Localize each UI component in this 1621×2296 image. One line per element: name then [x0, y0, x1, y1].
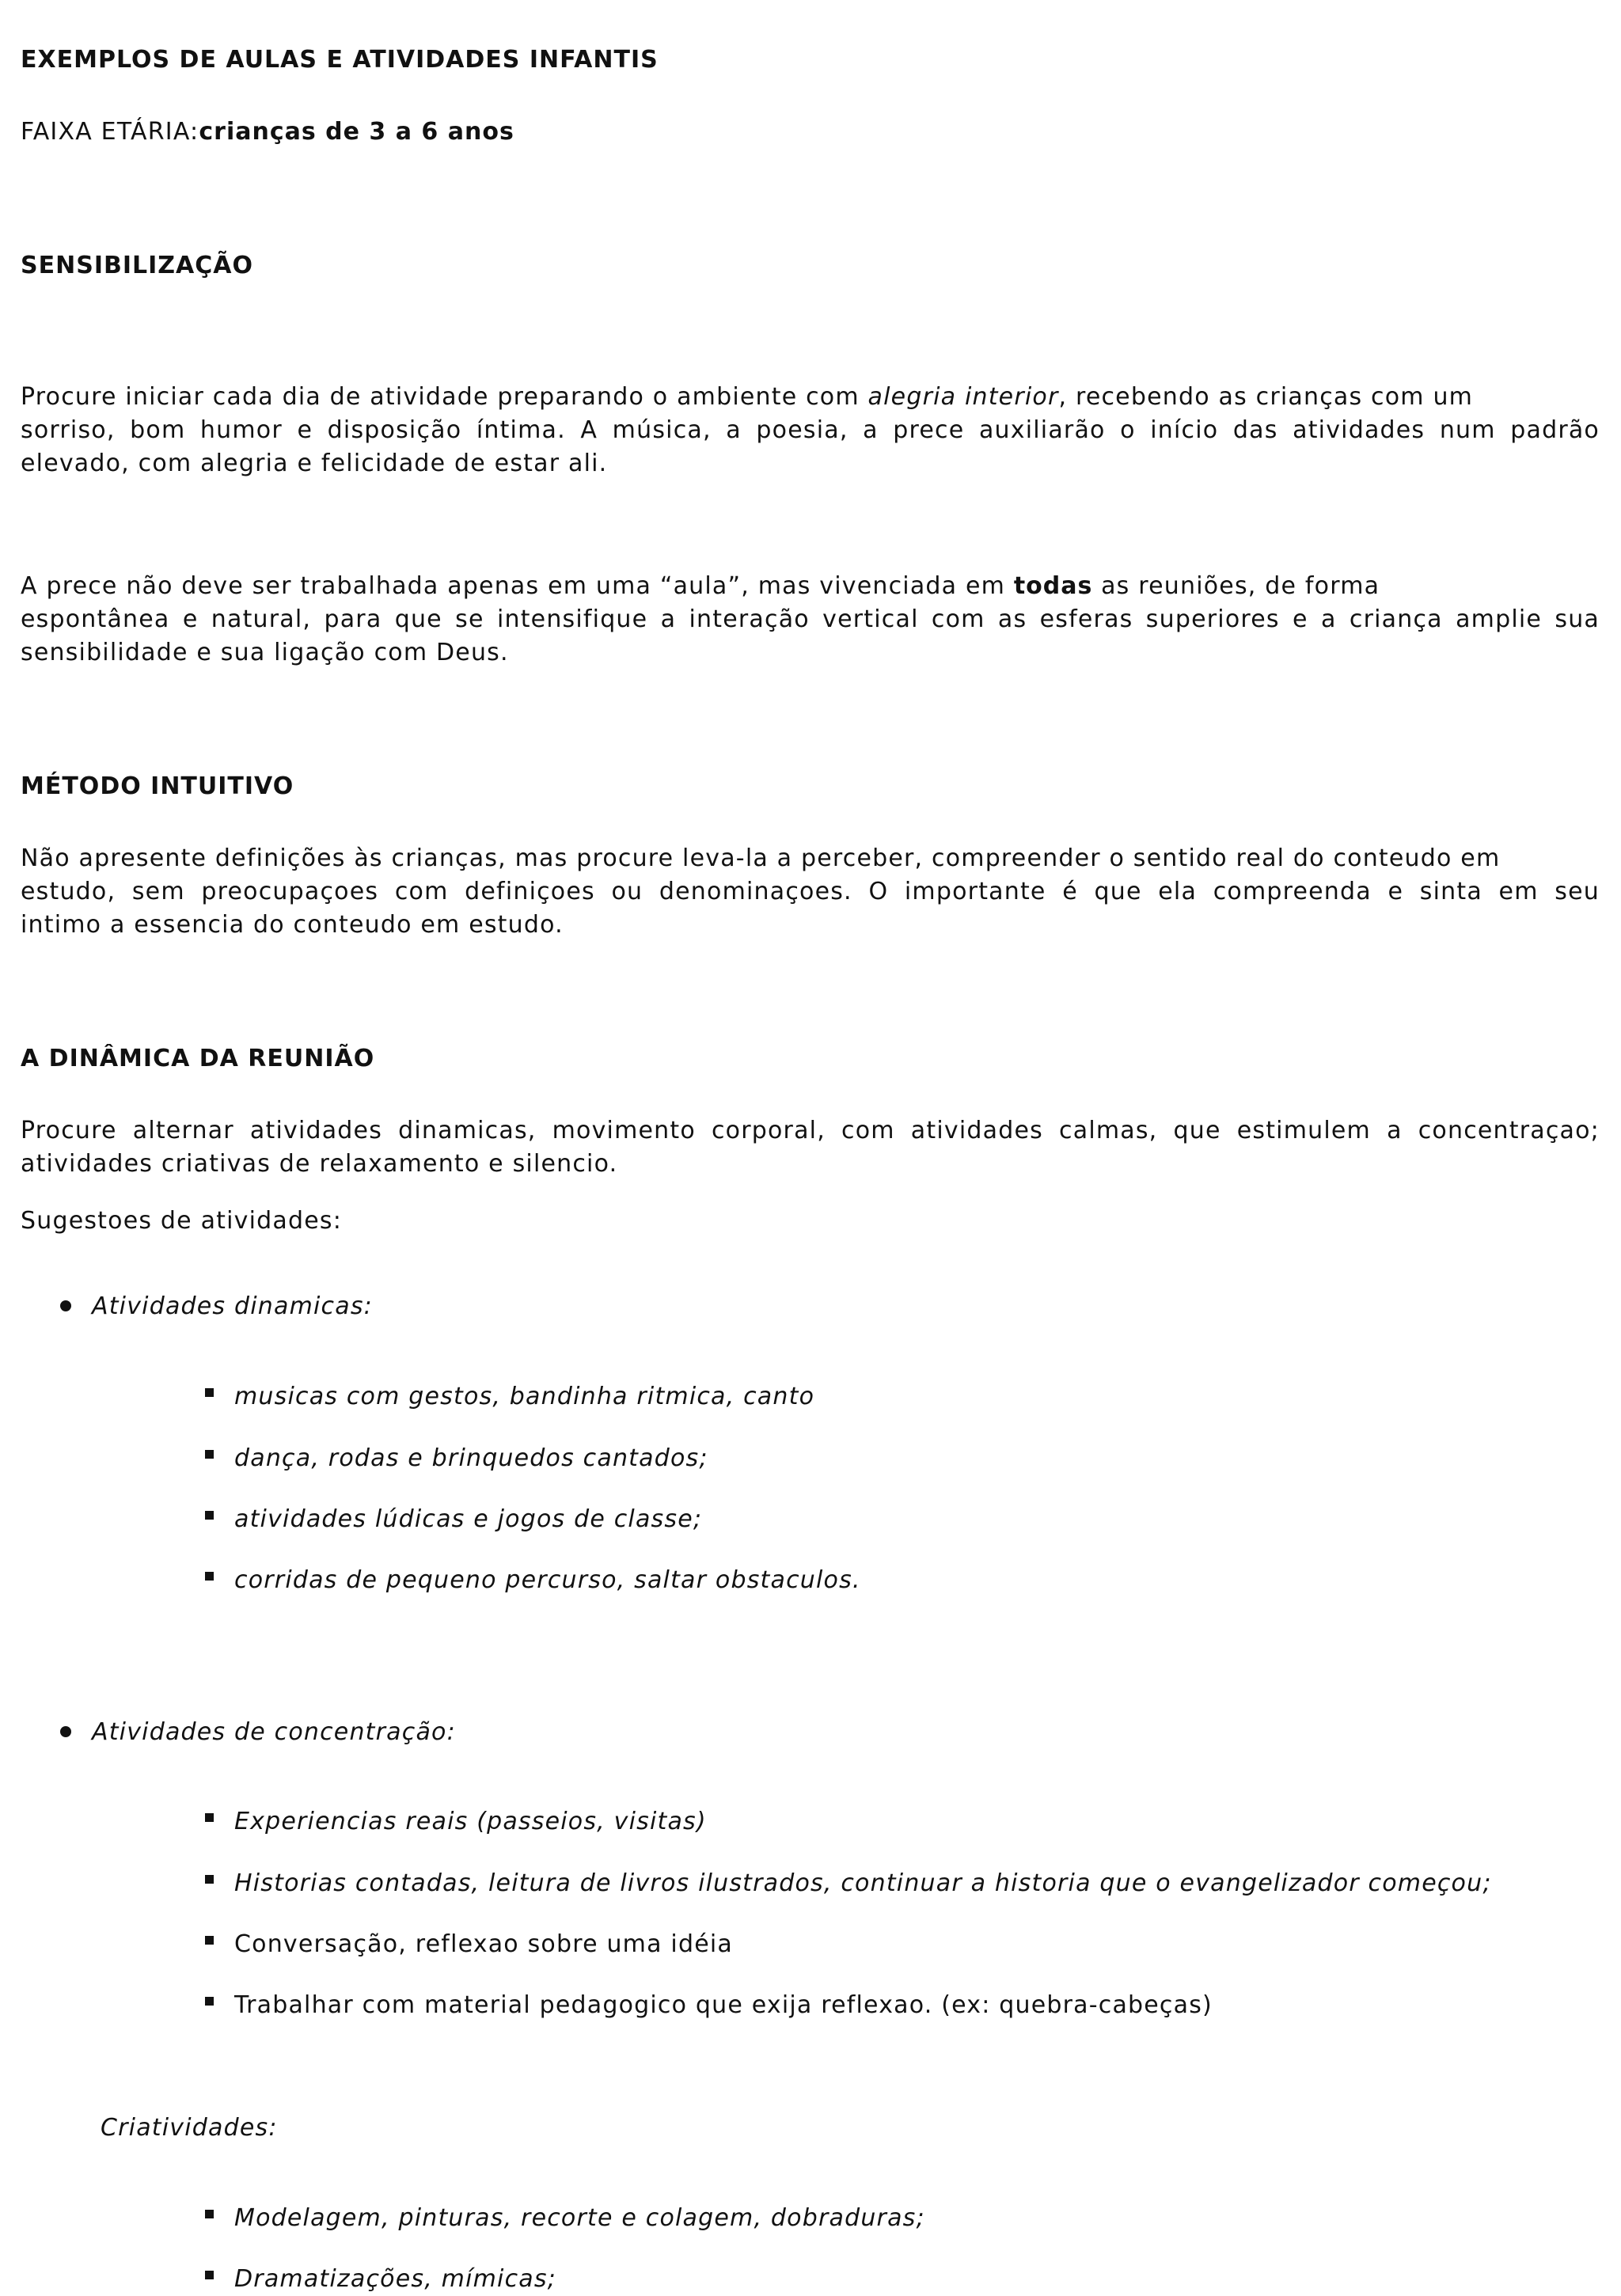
- metodo-line1: Não apresente definições às crianças, mas procure leva-la a perceber, compreender o sentido real do conteudo em: [21, 844, 1501, 872]
- heading-metodo-intuitivo: MÉTODO INTUITIVO: [21, 772, 294, 800]
- bullet-square-icon: [205, 1511, 214, 1520]
- list-label-dinamicas: Atividades dinamicas:: [92, 1292, 373, 1320]
- list-item: Dramatizações, mímicas;: [234, 2265, 556, 2293]
- sensibilizacao-p1-line1: [21, 381, 1473, 414]
- sensibilizacao-p1-line2: sorriso, bom humor e disposição íntima. A música, a poesia, a prece auxiliarão o início das atividades num padrão: [21, 416, 1600, 444]
- bullet-square-icon: [205, 1450, 214, 1459]
- age-range: [21, 116, 514, 149]
- age-range-label: FAIXA ETÁRIA:: [21, 118, 199, 146]
- list-item: Historias contadas, leitura de livros ilustrados, continuar a historia que o evangelizador começou;: [234, 1869, 1492, 1897]
- list-item: Trabalhar com material pedagogico que exija reflexao. (ex: quebra-cabeças): [234, 1991, 1213, 2019]
- bullet-square-icon: [205, 1388, 214, 1397]
- list-item: Modelagem, pinturas, recorte e colagem, dobraduras;: [234, 2204, 925, 2232]
- bullet-dot-icon: [60, 1300, 71, 1311]
- list-label-criatividades: Criatividades:: [101, 2114, 278, 2142]
- sensibilizacao-p2-line2: espontânea e natural, para que se intensifique a interação vertical com as esferas superiores e a criança amplie sua: [21, 605, 1600, 633]
- sensibilizacao-p2-text-a: A prece não deve ser trabalhada apenas em uma “aula”, mas vivenciada em: [21, 572, 1006, 600]
- bullet-square-icon: [205, 1997, 214, 2006]
- bullet-square-icon: [205, 1875, 214, 1884]
- bullet-square-icon: [205, 1813, 214, 1822]
- sensibilizacao-p1-text-c: , recebendo as crianças com um: [1058, 383, 1474, 411]
- document-title: EXEMPLOS DE AULAS E ATIVIDADES INFANTIS: [21, 46, 659, 74]
- sensibilizacao-p1-line3: elevado, com alegria e felicidade de estar ali.: [21, 450, 608, 477]
- heading-sensibilizacao: SENSIBILIZAÇÃO: [21, 252, 253, 279]
- list-label-concentracao: Atividades de concentração:: [92, 1718, 456, 1746]
- sensibilizacao-p2-text-c: as reuniões, de forma: [1101, 572, 1380, 600]
- list-item: dança, rodas e brinquedos cantados;: [234, 1444, 708, 1472]
- list-item: atividades lúdicas e jogos de classe;: [234, 1505, 703, 1533]
- dinamica-line2: atividades criativas de relaxamento e silencio.: [21, 1150, 618, 1178]
- emphasis-alegria-interior: alegria interior: [867, 383, 1059, 411]
- emphasis-todas: todas: [1013, 572, 1093, 600]
- bullet-square-icon: [205, 1572, 214, 1581]
- metodo-line2: estudo, sem preocupaçoes com definiçoes ou denominaçoes. O importante é que ela compreenda e sinta em seu: [21, 878, 1600, 905]
- metodo-line3: intimo a essencia do conteudo em estudo.: [21, 911, 564, 939]
- sensibilizacao-p1-text-a: Procure iniciar cada dia de atividade preparando o ambiente com: [21, 383, 860, 411]
- bullet-dot-icon: [60, 1726, 71, 1737]
- age-range-value: crianças de 3 a 6 anos: [199, 118, 514, 146]
- dinamica-line1: Procure alternar atividades dinamicas, movimento corporal, com atividades calmas, que estimulem a concentraçao;: [21, 1117, 1600, 1144]
- list-item: musicas com gestos, bandinha ritmica, canto: [234, 1383, 815, 1410]
- list-item: Experiencias reais (passeios, visitas): [234, 1808, 707, 1835]
- bullet-square-icon: [205, 2271, 214, 2279]
- bullet-square-icon: [205, 2210, 214, 2218]
- bullet-square-icon: [205, 1936, 214, 1945]
- sugestoes-label: Sugestoes de atividades:: [21, 1207, 342, 1235]
- list-item: Conversação, reflexao sobre uma idéia: [234, 1930, 733, 1958]
- heading-dinamica: A DINÂMICA DA REUNIÃO: [21, 1045, 375, 1072]
- sensibilizacao-p2-line3: sensibilidade e sua ligação com Deus.: [21, 639, 509, 666]
- sensibilizacao-p2-line1: [21, 570, 1380, 603]
- list-item: corridas de pequeno percurso, saltar obstaculos.: [234, 1566, 861, 1594]
